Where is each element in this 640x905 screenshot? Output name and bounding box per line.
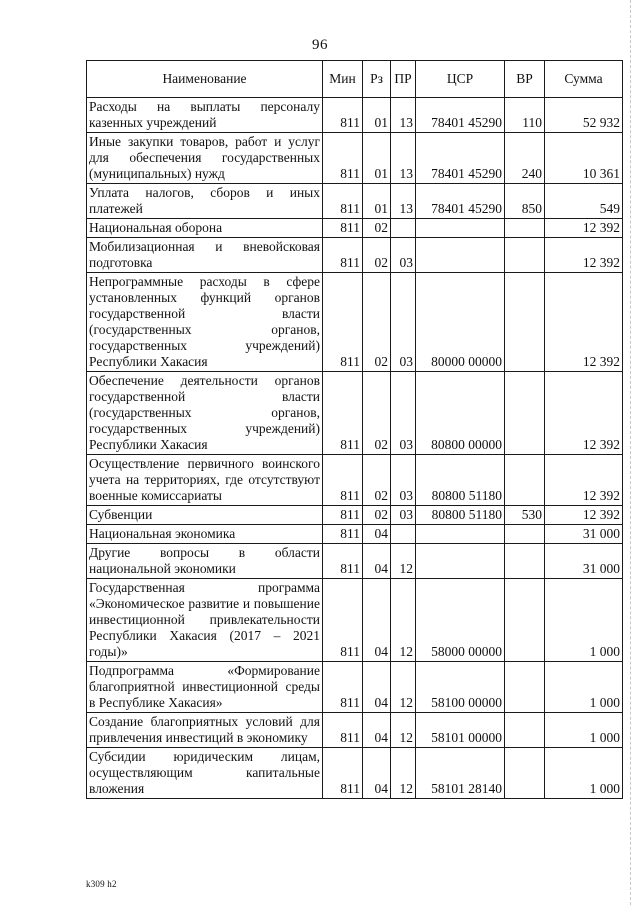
cell-sum: 1 000 bbox=[545, 748, 623, 799]
cell-rz: 04 bbox=[363, 544, 391, 579]
cell-name: Расходы на выплаты персоналу казенных учреждений bbox=[87, 98, 323, 133]
cell-name: Национальная экономика bbox=[87, 525, 323, 544]
cell-pr bbox=[391, 525, 416, 544]
budget-table bbox=[86, 60, 623, 799]
cell-sum: 31 000 bbox=[545, 525, 623, 544]
cell-csr: 80800 51180 bbox=[416, 455, 505, 506]
table-row bbox=[87, 455, 623, 506]
table-row bbox=[87, 579, 623, 662]
cell-vr bbox=[505, 662, 545, 713]
cell-rz: 04 bbox=[363, 713, 391, 748]
cell-pr: 03 bbox=[391, 506, 416, 525]
cell-min: 811 bbox=[323, 238, 363, 273]
footer-code: k309 h2 bbox=[86, 879, 117, 889]
cell-sum: 1 000 bbox=[545, 713, 623, 748]
cell-vr bbox=[505, 748, 545, 799]
page-edge-line bbox=[630, 0, 632, 905]
header-name: Наименование bbox=[87, 61, 323, 98]
cell-min: 811 bbox=[323, 98, 363, 133]
cell-sum: 52 932 bbox=[545, 98, 623, 133]
cell-csr: 80000 00000 bbox=[416, 273, 505, 372]
cell-name: Непрограммные расходы в сфере установленных функций органов государственной власти (государственных органов, государственных учреждений) Республики Хакасия bbox=[87, 273, 323, 372]
cell-sum: 1 000 bbox=[545, 579, 623, 662]
cell-pr: 12 bbox=[391, 544, 416, 579]
cell-vr: 530 bbox=[505, 506, 545, 525]
cell-pr: 03 bbox=[391, 273, 416, 372]
cell-sum: 12 392 bbox=[545, 372, 623, 455]
header-pr: ПР bbox=[391, 61, 416, 98]
cell-csr: 78401 45290 bbox=[416, 133, 505, 184]
cell-csr bbox=[416, 525, 505, 544]
cell-sum: 10 361 bbox=[545, 133, 623, 184]
cell-min: 811 bbox=[323, 133, 363, 184]
cell-csr: 80800 00000 bbox=[416, 372, 505, 455]
cell-csr: 78401 45290 bbox=[416, 184, 505, 219]
cell-pr: 12 bbox=[391, 713, 416, 748]
cell-pr: 12 bbox=[391, 748, 416, 799]
cell-name: Подпрограмма «Формирование благоприятной инвестиционной среды в Республике Хакасия» bbox=[87, 662, 323, 713]
cell-pr: 12 bbox=[391, 579, 416, 662]
cell-pr: 12 bbox=[391, 662, 416, 713]
cell-name: Другие вопросы в области национальной экономики bbox=[87, 544, 323, 579]
table-row bbox=[87, 525, 623, 544]
cell-vr bbox=[505, 579, 545, 662]
cell-name: Иные закупки товаров, работ и услуг для обеспечения государственных (муниципальных) нужд bbox=[87, 133, 323, 184]
cell-vr bbox=[505, 713, 545, 748]
cell-min: 811 bbox=[323, 455, 363, 506]
table-row bbox=[87, 713, 623, 748]
cell-sum: 12 392 bbox=[545, 219, 623, 238]
cell-sum: 12 392 bbox=[545, 273, 623, 372]
cell-min: 811 bbox=[323, 579, 363, 662]
cell-csr: 80800 51180 bbox=[416, 506, 505, 525]
cell-min: 811 bbox=[323, 506, 363, 525]
cell-name: Национальная оборона bbox=[87, 219, 323, 238]
header-vr: ВР bbox=[505, 61, 545, 98]
cell-csr bbox=[416, 544, 505, 579]
cell-vr bbox=[505, 219, 545, 238]
cell-name: Уплата налогов, сборов и иных платежей bbox=[87, 184, 323, 219]
table-row bbox=[87, 238, 623, 273]
cell-min: 811 bbox=[323, 273, 363, 372]
cell-rz: 02 bbox=[363, 372, 391, 455]
cell-name: Мобилизационная и вневойсковая подготовка bbox=[87, 238, 323, 273]
cell-vr: 110 bbox=[505, 98, 545, 133]
cell-min: 811 bbox=[323, 372, 363, 455]
cell-csr: 58100 00000 bbox=[416, 662, 505, 713]
page-number: 96 bbox=[312, 37, 328, 53]
cell-vr bbox=[505, 372, 545, 455]
table-header-row bbox=[87, 61, 623, 98]
cell-name: Осуществление первичного воинского учета на территориях, где отсутствуют военные комиссариаты bbox=[87, 455, 323, 506]
cell-sum: 12 392 bbox=[545, 455, 623, 506]
table-row bbox=[87, 544, 623, 579]
table-row bbox=[87, 372, 623, 455]
cell-rz: 04 bbox=[363, 662, 391, 713]
cell-min: 811 bbox=[323, 662, 363, 713]
cell-sum: 31 000 bbox=[545, 544, 623, 579]
cell-rz: 01 bbox=[363, 184, 391, 219]
cell-name: Государственная программа «Экономическое развитие и повышение инвестиционной привлекательности Республики Хакасия (2017 – 2021 годы)» bbox=[87, 579, 323, 662]
cell-vr: 240 bbox=[505, 133, 545, 184]
cell-min: 811 bbox=[323, 713, 363, 748]
cell-pr: 03 bbox=[391, 372, 416, 455]
cell-pr: 13 bbox=[391, 133, 416, 184]
cell-min: 811 bbox=[323, 219, 363, 238]
cell-pr: 13 bbox=[391, 98, 416, 133]
cell-vr: 850 bbox=[505, 184, 545, 219]
cell-rz: 02 bbox=[363, 273, 391, 372]
cell-rz: 01 bbox=[363, 98, 391, 133]
cell-csr: 58101 28140 bbox=[416, 748, 505, 799]
header-csr: ЦСР bbox=[416, 61, 505, 98]
table-row bbox=[87, 506, 623, 525]
cell-csr bbox=[416, 238, 505, 273]
cell-rz: 04 bbox=[363, 525, 391, 544]
cell-pr: 13 bbox=[391, 184, 416, 219]
cell-min: 811 bbox=[323, 525, 363, 544]
cell-vr bbox=[505, 455, 545, 506]
table-row bbox=[87, 98, 623, 133]
table-row bbox=[87, 133, 623, 184]
header-min: Мин bbox=[323, 61, 363, 98]
cell-csr: 58101 00000 bbox=[416, 713, 505, 748]
cell-csr: 58000 00000 bbox=[416, 579, 505, 662]
cell-sum: 1 000 bbox=[545, 662, 623, 713]
cell-rz: 04 bbox=[363, 748, 391, 799]
cell-sum: 549 bbox=[545, 184, 623, 219]
table-row bbox=[87, 184, 623, 219]
cell-sum: 12 392 bbox=[545, 506, 623, 525]
cell-csr: 78401 45290 bbox=[416, 98, 505, 133]
cell-vr bbox=[505, 273, 545, 372]
cell-name: Субвенции bbox=[87, 506, 323, 525]
cell-rz: 02 bbox=[363, 506, 391, 525]
cell-name: Обеспечение деятельности органов государственной власти (государственных органов, государственных учреждений) Республики Хакасия bbox=[87, 372, 323, 455]
cell-vr bbox=[505, 238, 545, 273]
cell-rz: 01 bbox=[363, 133, 391, 184]
cell-pr bbox=[391, 219, 416, 238]
cell-vr bbox=[505, 544, 545, 579]
cell-min: 811 bbox=[323, 184, 363, 219]
cell-pr: 03 bbox=[391, 455, 416, 506]
cell-rz: 02 bbox=[363, 219, 391, 238]
table-row bbox=[87, 219, 623, 238]
cell-rz: 02 bbox=[363, 238, 391, 273]
cell-sum: 12 392 bbox=[545, 238, 623, 273]
cell-min: 811 bbox=[323, 748, 363, 799]
cell-rz: 04 bbox=[363, 579, 391, 662]
table-row bbox=[87, 662, 623, 713]
table-row bbox=[87, 273, 623, 372]
table-row bbox=[87, 748, 623, 799]
cell-vr bbox=[505, 525, 545, 544]
header-sum: Сумма bbox=[545, 61, 623, 98]
cell-name: Субсидии юридическим лицам, осуществляющим капитальные вложения bbox=[87, 748, 323, 799]
cell-pr: 03 bbox=[391, 238, 416, 273]
cell-csr bbox=[416, 219, 505, 238]
cell-name: Создание благоприятных условий для привлечения инвестиций в экономику bbox=[87, 713, 323, 748]
header-rz: Рз bbox=[363, 61, 391, 98]
cell-min: 811 bbox=[323, 544, 363, 579]
cell-rz: 02 bbox=[363, 455, 391, 506]
